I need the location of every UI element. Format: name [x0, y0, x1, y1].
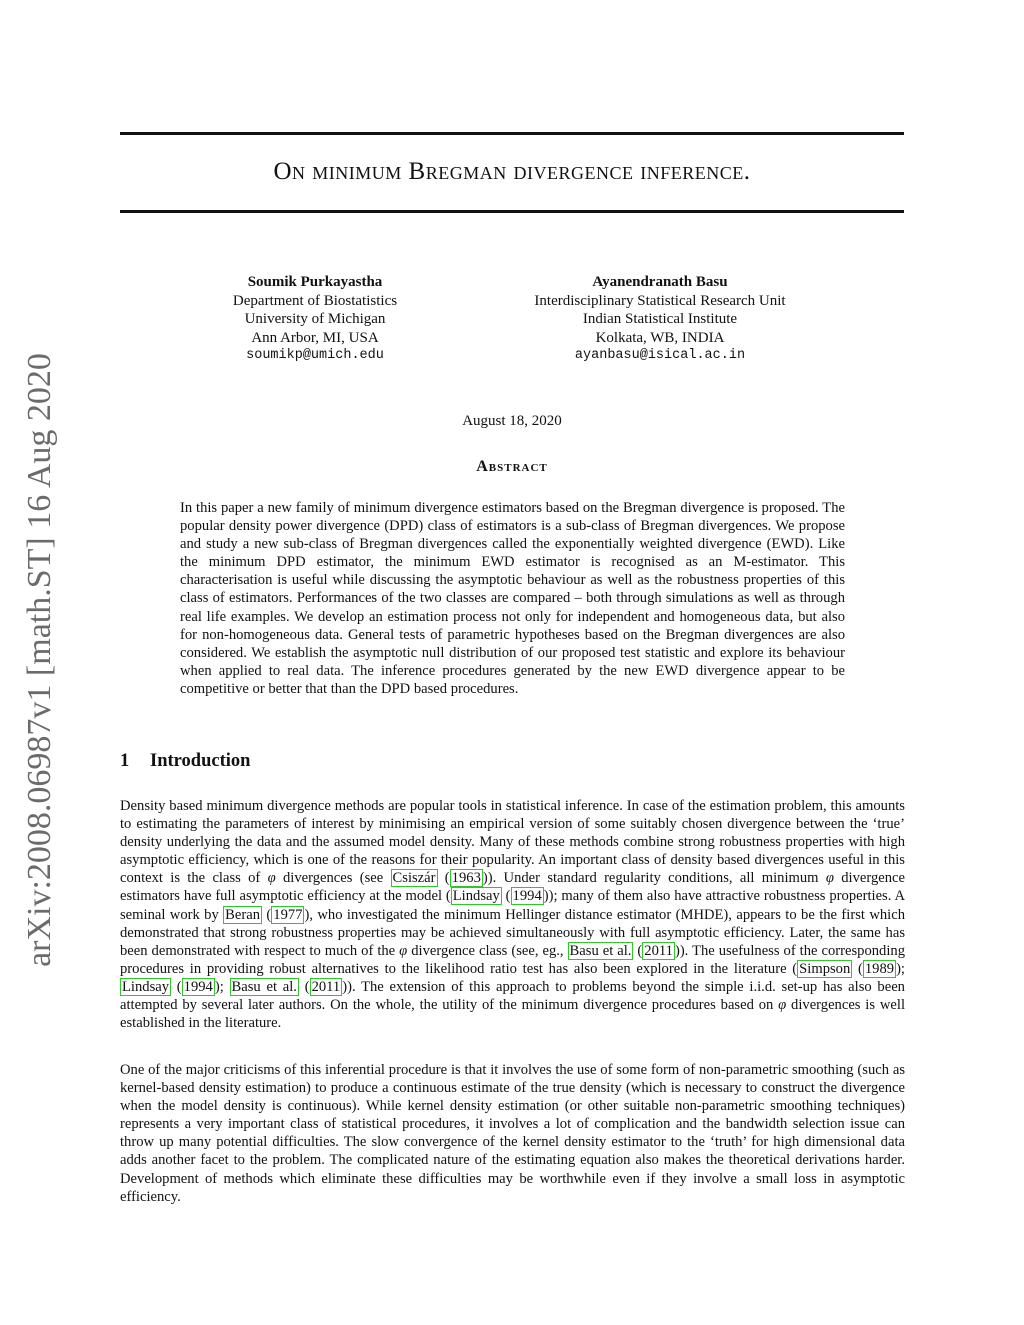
author-location: Kolkata, WB, INDIA [595, 329, 725, 346]
phi-symbol: φ [399, 942, 408, 959]
citation-link[interactable]: 1989 [864, 960, 895, 977]
section-title: Introduction [150, 751, 251, 771]
author-block-1 [195, 273, 435, 366]
paragraph-text: ), who investigated the minimum Hellinger distance estimator (MHDE), appears to be the first which demonstrated that strong robustness properties may be achieved simultaneously with full asymptotic efficiency. Later, the same has been demonstrated with respect to much of the [120, 906, 905, 959]
citation-link[interactable]: Lindsay [452, 888, 500, 905]
author-block-2 [500, 273, 820, 366]
phi-symbol: φ [825, 870, 834, 887]
paragraph-text: )). The usefulness of the corresponding procedures in providing robust alternatives to the likelihood ratio test has also been explored in the literature ( [120, 942, 905, 977]
author-institution: Indian Statistical Institute [582, 311, 738, 327]
section-heading [120, 751, 250, 772]
citation-link[interactable]: Basu et al. [569, 942, 632, 959]
citation-link[interactable]: 1977 [273, 906, 303, 923]
paragraph-text: Density based minimum divergence methods are popular tools in statistical inference. In case of the estimation problem, this amounts to estimating the parameters of interest by minimising an empirical version of some suitably chosen divergence between the ‘true’ density underlying the data and the assumed model density. Many of these methods combine strong robustness properties with high asymptotic efficiency, which is one of the reasons for their popularity. An important class of density based divergences useful in this context is the class of [120, 798, 905, 887]
citation-link[interactable]: Simpson [799, 960, 851, 977]
title-rule-bottom [120, 210, 904, 213]
author-email[interactable]: soumikp@umich.edu [246, 348, 384, 363]
paper-title: On minimum Bregman divergence inference. [273, 158, 751, 185]
citation-link[interactable]: 1963 [451, 870, 481, 887]
author-department: Interdisciplinary Statistical Research Unit [534, 292, 786, 309]
arxiv-identifier: arXiv:2008.06987v1 [math.ST] 16 Aug 2020 [21, 353, 58, 967]
citation-link[interactable]: Beran [225, 906, 261, 923]
paragraph-text: divergences (see [275, 870, 391, 887]
paragraph-text: divergence estimators have full asymptotic efficiency at the model ( [120, 870, 905, 905]
paragraph-text: )). Under standard regularity conditions, all minimum [482, 870, 826, 887]
citation-link[interactable]: 1994 [183, 978, 213, 995]
author-location: Ann Arbor, MI, USA [251, 329, 379, 346]
abstract-heading: Abstract [476, 458, 548, 475]
author-department: Department of Biostatistics [232, 292, 398, 309]
paragraph-text: divergence class (see, eg., [407, 942, 568, 959]
author-email[interactable]: ayanbasu@isical.ac.in [574, 348, 746, 363]
citation-link[interactable]: Basu et al. [231, 978, 297, 995]
citation-link[interactable]: 2011 [644, 942, 673, 959]
citation-link[interactable]: 1994 [512, 888, 542, 905]
paragraph-text: )); many of them also have attractive robustness properties. A seminal work by [120, 888, 905, 923]
intro-paragraph-1: Density based minimum divergence methods are popular tools in statistical inference. In case of the estimation problem, this amounts to estimating the parameters of interest by minimising an empirical version of some suitably chosen divergence between the ‘true’ density underlying the data and the assumed model density. Many of these methods combine strong robustness properties with high asymptotic efficiency, which is one of the reasons for their popularity. An important class of density based divergences useful in this context is the class of φ divergences (see Csiszár ( 1963 )). Under standard regularity conditions, all minimum φ divergence estimators have full asymptotic efficiency at the model ( Lindsay ( 1994 )); many of them also have attractive robustness properties. A seminal work by Beran ( 1977 ), who investigated the minimum Hellinger distance estimator (MHDE), appears to be the first which demonstrated that strong robustness properties may be achieved simultaneously with full asymptotic efficiency. Later, the same has been demonstrated with respect to much of the φ divergence class (see, eg., Basu et al. ( 2011 )). The usefulness of the corresponding procedures in providing robust alternatives to the likelihood ratio test has also been explored in the literature ( Simpson ( 1989 ); Lindsay ( 1994 ); Basu et al. ( 2011 )). The extension of this approach to problems beyond the simple i.i.d. set-up has also been attempted by several later authors. On the whole, the utility of the minimum divergence procedures based on φ divergences is well established in the literature. [120, 798, 905, 1032]
paragraph-text: divergences is well established in the literature. [120, 997, 905, 1032]
phi-symbol: φ [778, 997, 787, 1014]
intro-paragraph-2: One of the major criticisms of this inferential procedure is that it involves the use of some form of non-parametric smoothing (such as kernel-based density estimation) to produce a continuous estimate of the true density (which is necessary to construct the divergence when the model density is continuous). While kernel density estimation (or other suitable non-parametric smoothing techniques) represents a very important class of statistical procedures, it involves a lot of complication and the bandwidth selection issue can throw up many potential difficulties. The slow convergence of the kernel density estimator to the ‘truth’ for high dimensional data adds another facet to the problem. The complicated nature of the estimating equation also makes the theoretical derivations harder. Development of methods which eliminate these difficulties may be worthwhile even if they involve a small loss in asymptotic efficiency. [120, 1062, 905, 1205]
phi-symbol: φ [267, 870, 276, 887]
paper-date: August 18, 2020 [462, 413, 562, 429]
citation-link[interactable]: Lindsay [122, 978, 170, 995]
abstract-text: In this paper a new family of minimum divergence estimators based on the Bregman divergence is proposed. The popular density power divergence (DPD) class of estimators is a sub-class of Bregman divergences. We propose and study a new sub-class of Bregman divergences called the exponentially weighted divergence (EWD). Like the minimum DPD estimator, the minimum EWD estimator is recognised as an M-estimator. This characterisation is useful while discussing the asymptotic behaviour as well as the robustness properties of this class of estimators. Performances of the two classes are compared – both through simulations as well as through real life examples. We develop an estimation process not only for independent and homogeneous data, but also for non-homogeneous data. General tests of parametric hypotheses based on the Bregman divergences are also considered. We establish the asymptotic null distribution of our proposed test statistic and explore its behaviour when applied to real data. The inference procedures generated by the new EWD divergence appear to be competitive or better that than the DPD based procedures. [180, 500, 845, 697]
author-institution: University of Michigan [244, 311, 386, 327]
title-rule-top [120, 132, 904, 135]
citation-link[interactable]: Csiszár [392, 870, 436, 887]
section-number: 1 [120, 751, 130, 771]
citation-link[interactable]: 2011 [311, 978, 341, 995]
paragraph-text: )). The extension of this approach to problems beyond the simple i.i.d. set-up has also been attempted by several later authors. On the whole, the utility of the minimum divergence procedures based on [120, 978, 905, 1014]
author-name: Ayanendranath Basu [592, 274, 728, 290]
author-name: Soumik Purkayastha [247, 274, 383, 290]
